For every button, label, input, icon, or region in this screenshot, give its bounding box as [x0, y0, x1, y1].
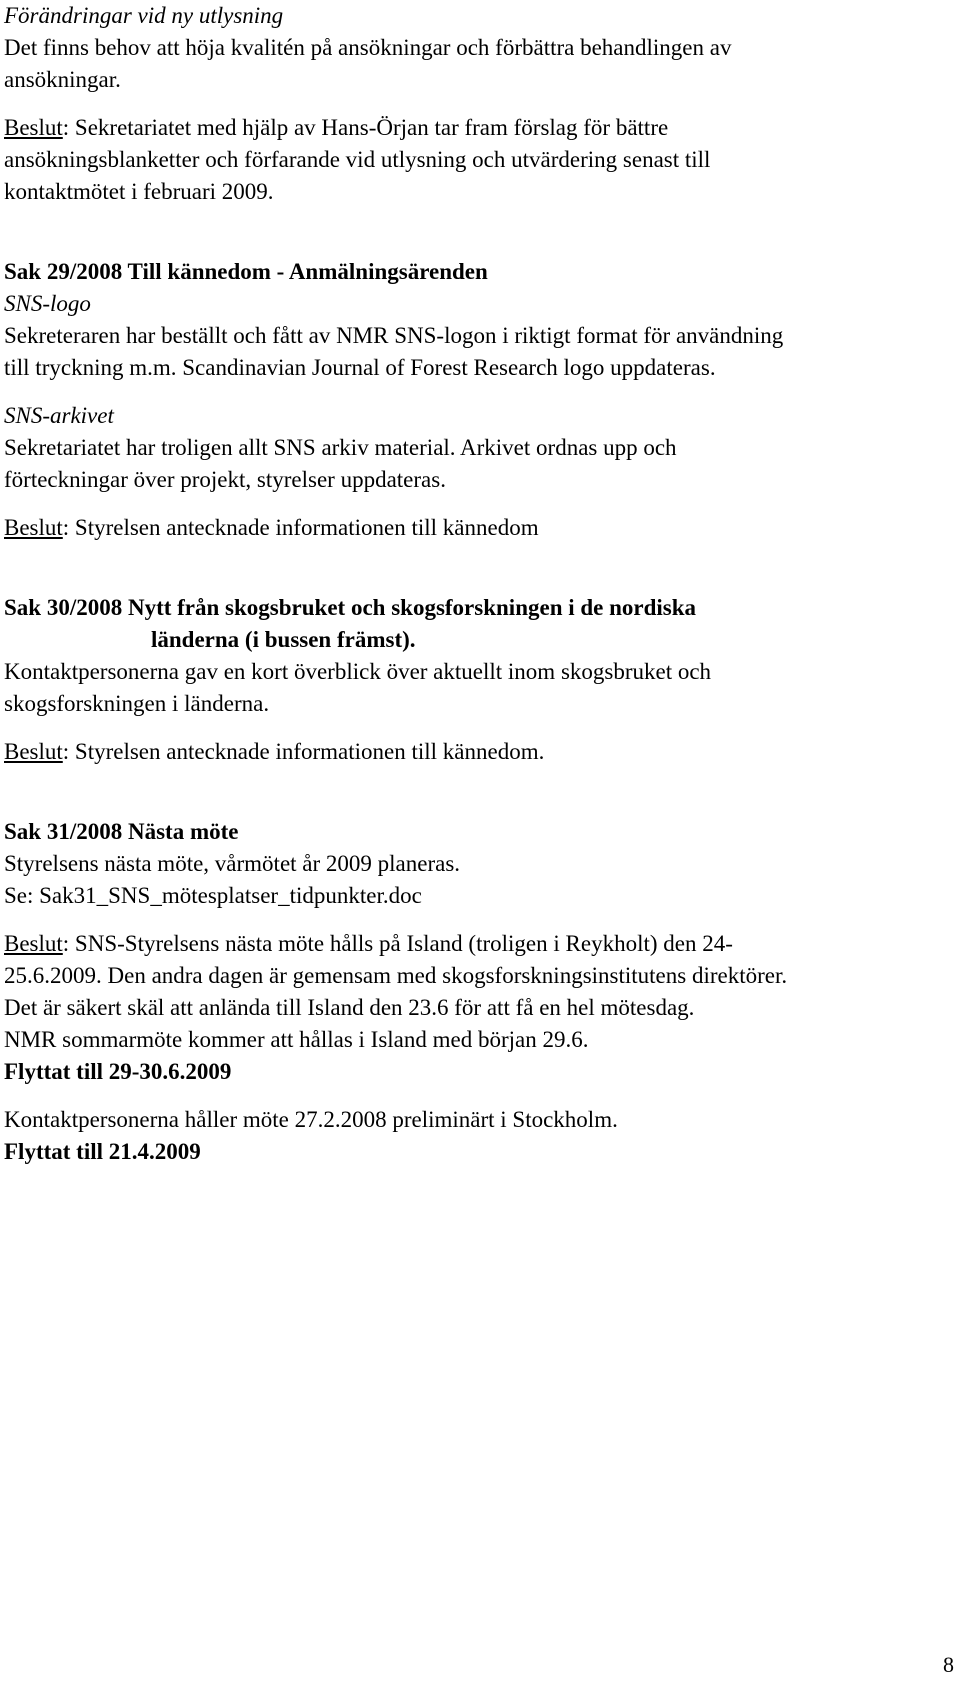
spacer	[4, 768, 954, 800]
beslut-label: Beslut	[4, 739, 63, 764]
decision-line	[4, 512, 954, 544]
document-page	[4, 0, 954, 1168]
item-title-sak29: Sak 29/2008 Till kännedom - Anmälningsärenden	[4, 259, 488, 284]
paragraph-line: ansökningsblanketter och förfarande vid utlysning och utvärdering senast till	[4, 147, 711, 172]
decision-text: : Sekretariatet med hjälp av Hans-Örjan tar fram förslag för bättre	[62, 115, 669, 140]
paragraph-line: förteckningar över projekt, styrelser uppdateras.	[4, 467, 446, 492]
beslut-label: Beslut	[4, 931, 63, 956]
spacer	[4, 384, 954, 400]
item-title-sak30-cont: länderna (i bussen främst).	[151, 627, 416, 652]
paragraph-line: Se: Sak31_SNS_mötesplatser_tidpunkter.doc	[4, 883, 422, 908]
paragraph-line: Sekreteraren har beställt och fått av NMR SNS-logon i riktigt format för användning	[4, 323, 784, 348]
spacer	[4, 800, 954, 816]
paragraph-line: NMR sommarmöte kommer att hållas i Island med början 29.6.	[4, 1027, 589, 1052]
decision-text: : Styrelsen antecknade informationen till kännedom.	[62, 739, 545, 764]
decision-line	[4, 112, 954, 144]
paragraph-line: ansökningar.	[4, 67, 121, 92]
paragraph-line: till tryckning m.m. Scandinavian Journal of Forest Research logo uppdateras.	[4, 355, 716, 380]
item-title-sak31: Sak 31/2008 Nästa möte	[4, 819, 239, 844]
paragraph-line: skogsforskningen i länderna.	[4, 691, 270, 716]
beslut-label: Beslut	[4, 515, 63, 540]
paragraph-line: Sekretariatet har troligen allt SNS arkiv material. Arkivet ordnas upp och	[4, 435, 677, 460]
decision-line	[4, 928, 954, 960]
spacer	[4, 544, 954, 576]
spacer	[4, 1088, 954, 1104]
decision-line	[4, 736, 954, 768]
subheading-sns-archive: SNS-arkivet	[4, 403, 114, 428]
spacer	[4, 576, 954, 592]
spacer	[4, 96, 954, 112]
decision-text: : Styrelsen antecknade informationen till kännedom	[62, 515, 539, 540]
spacer	[4, 720, 954, 736]
paragraph-line: Det är säkert skäl att anlända till Island den 23.6 för att få en hel mötesdag.	[4, 995, 695, 1020]
page-number: 8	[943, 1652, 954, 1677]
paragraph-line: Kontaktpersonerna gav en kort överblick över aktuellt inom skogsbruket och	[4, 659, 712, 684]
moved-note: Flyttat till 29-30.6.2009	[4, 1059, 232, 1084]
paragraph-line: kontaktmötet i februari 2009.	[4, 179, 274, 204]
decision-text: : SNS-Styrelsens nästa möte hålls på Island (troligen i Reykholt) den 24-	[62, 931, 733, 956]
paragraph-line: 25.6.2009. Den andra dagen är gemensam med skogsforskningsinstitutens direktörer.	[4, 963, 788, 988]
spacer	[4, 240, 954, 256]
subheading-sns-logo: SNS-logo	[4, 291, 91, 316]
section-heading-new-call: Förändringar vid ny utlysning	[4, 3, 284, 28]
paragraph-line: Det finns behov att höja kvalitén på ansökningar och förbättra behandlingen av	[4, 35, 732, 60]
spacer	[4, 208, 954, 240]
moved-note: Flyttat till 21.4.2009	[4, 1139, 201, 1164]
spacer	[4, 912, 954, 928]
item-title-sak30: Sak 30/2008 Nytt från skogsbruket och skogsforskningen i de nordiska	[4, 595, 697, 620]
beslut-label: Beslut	[4, 115, 63, 140]
paragraph-line: Styrelsens nästa möte, vårmötet år 2009 planeras.	[4, 851, 461, 876]
paragraph-line: Kontaktpersonerna håller möte 27.2.2008 preliminärt i Stockholm.	[4, 1107, 618, 1132]
spacer	[4, 496, 954, 512]
